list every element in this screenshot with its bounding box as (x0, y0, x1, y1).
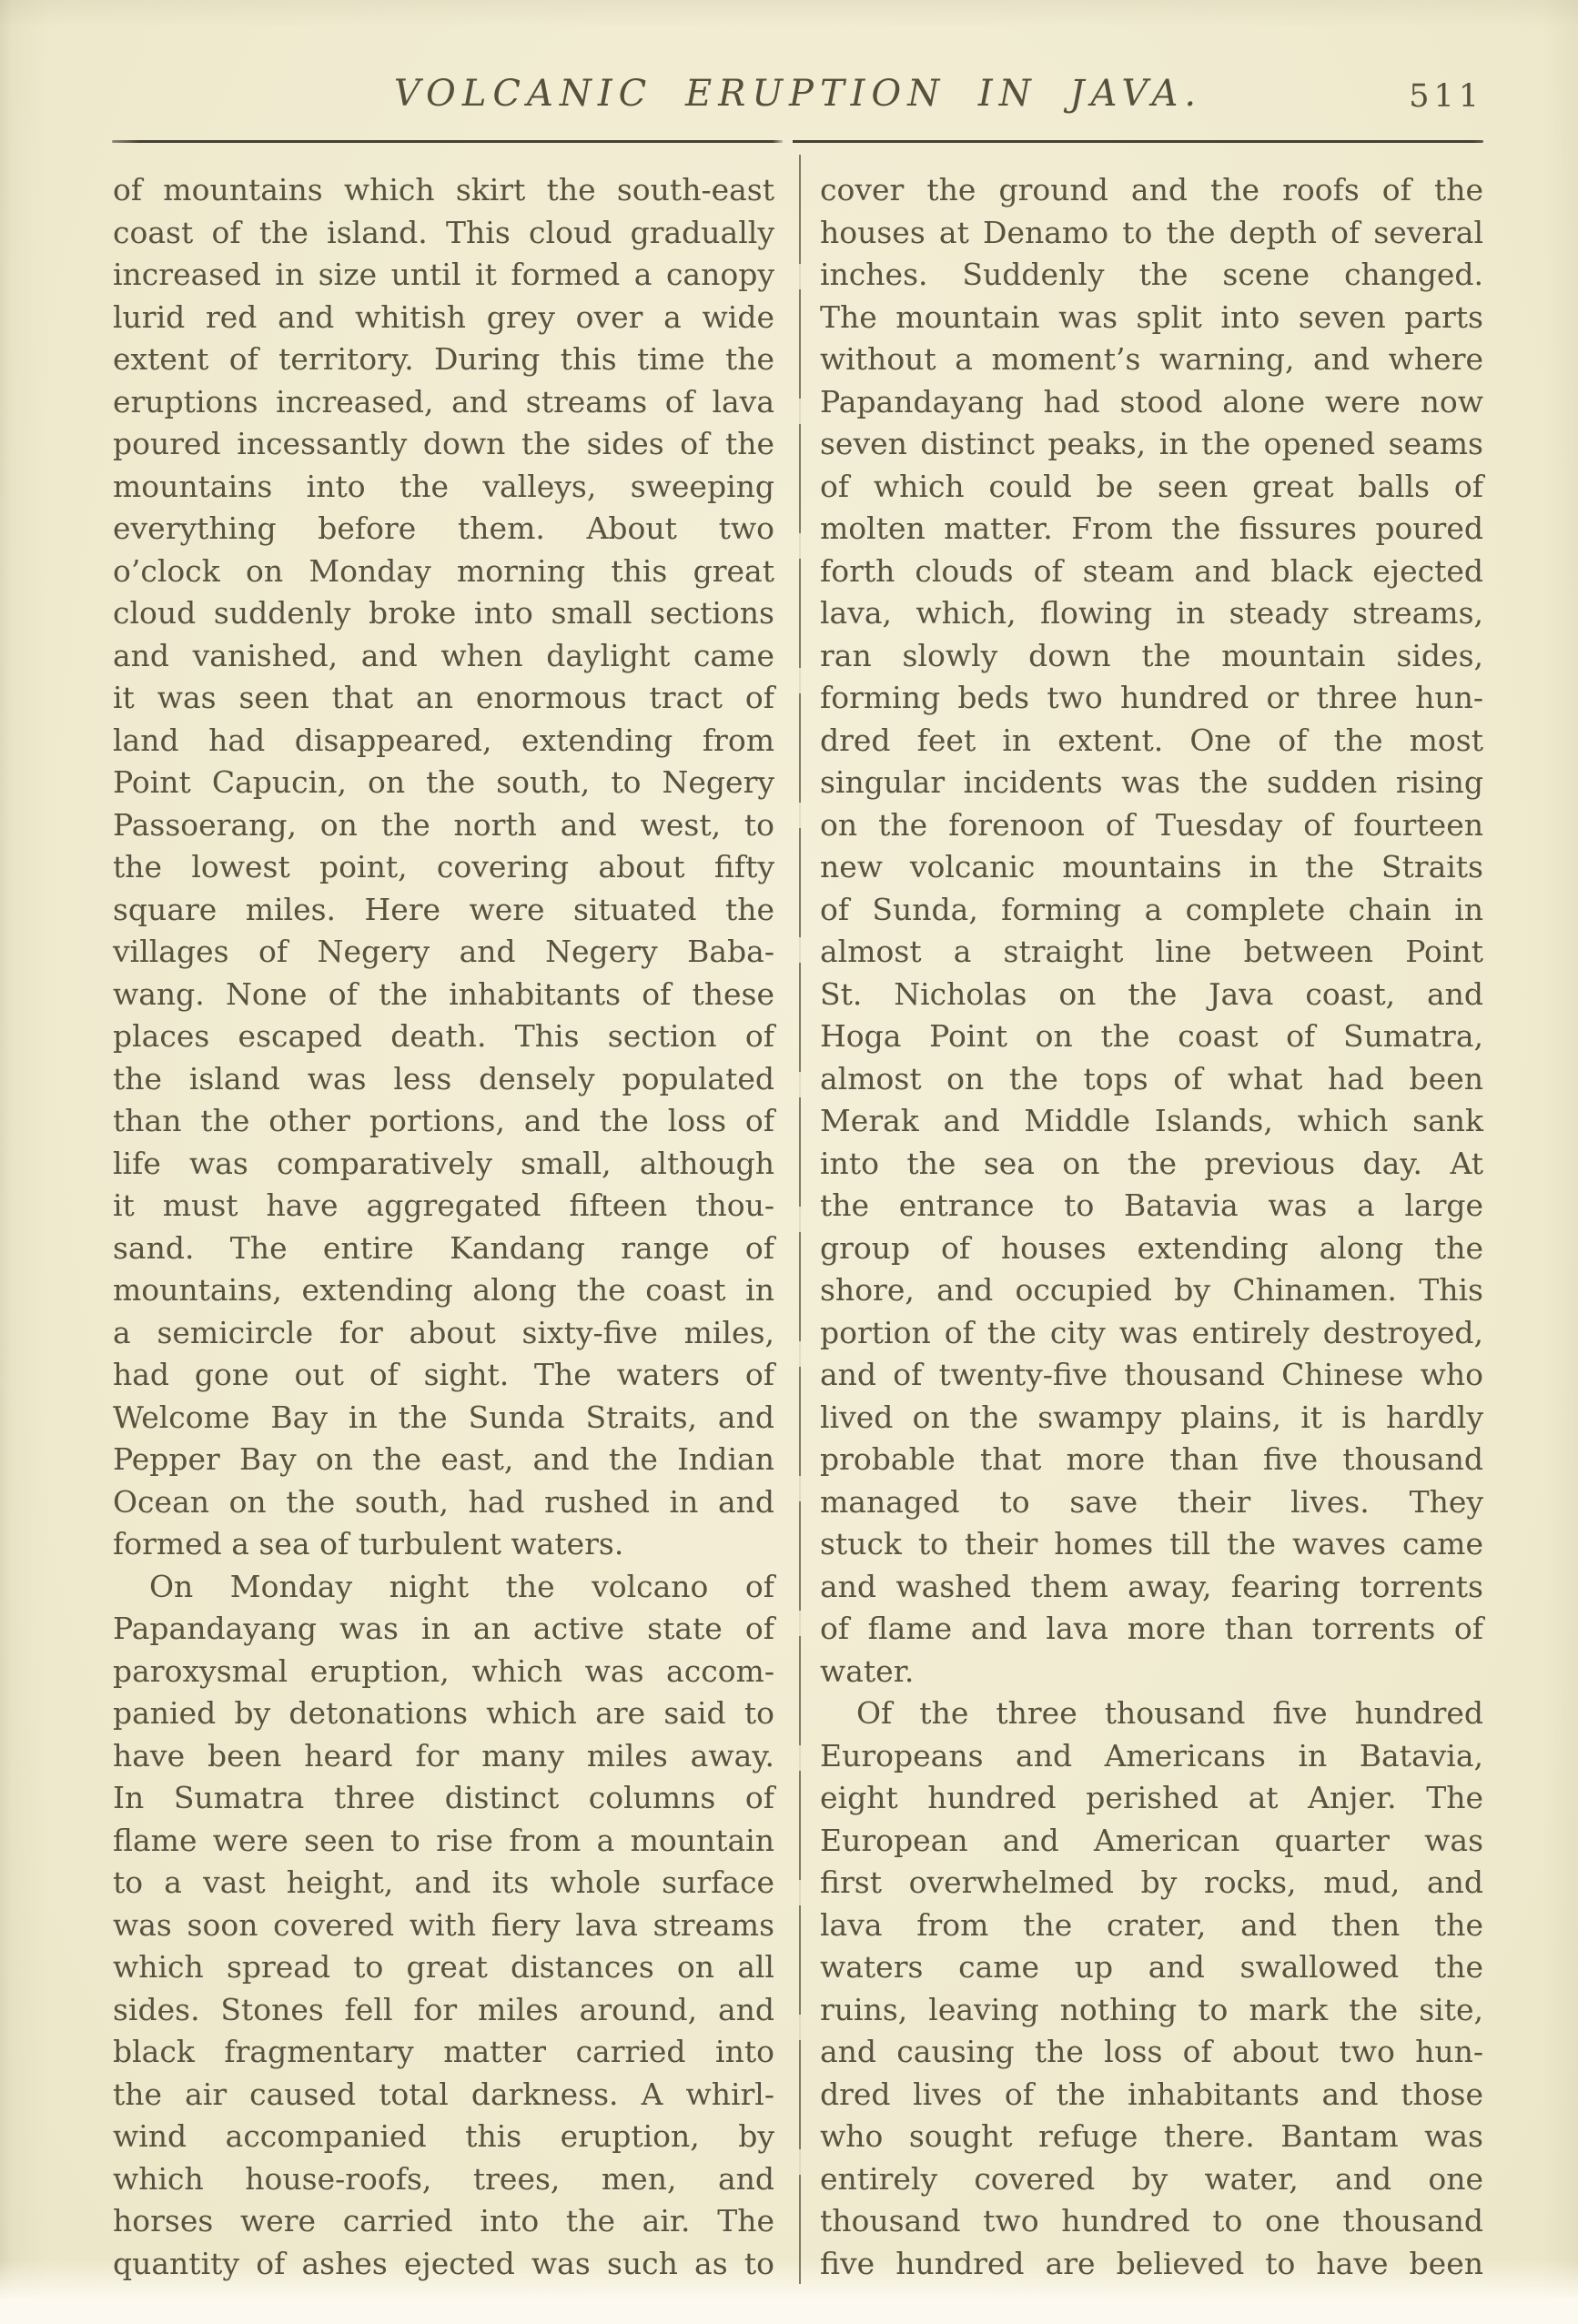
text-line: coast of the island. This cloud gradually (113, 214, 774, 250)
text-line: shore, and occupied by Chinamen. This (820, 1272, 1483, 1308)
text-line: mountains into the valleys, sweeping (113, 468, 774, 504)
text-line: singular incidents was the sudden rising (820, 764, 1483, 800)
text-line: Point Capucin, on the south, to Negery (113, 764, 774, 800)
text-line: lava, which, flowing in steady streams, (820, 595, 1483, 631)
text-line: portion of the city was entirely destroyed, (820, 1314, 1483, 1350)
text-line: have been heard for many miles away. (113, 1737, 774, 1773)
text-line: Hoga Point on the coast of Sumatra, (820, 1018, 1483, 1054)
text-line: five hundred are believed to have been (820, 2245, 1483, 2281)
text-line: European and American quarter was (820, 1822, 1483, 1858)
text-line: Papandayang had stood alone were now (820, 383, 1483, 419)
text-line: land had disappeared, extending from (113, 722, 774, 758)
text-column-left (113, 169, 774, 2285)
text-line: cover the ground and the roofs of the (820, 172, 1483, 207)
text-line: life was comparatively small, although (113, 1145, 774, 1181)
text-line: square miles. Here were situated the (113, 891, 774, 927)
text-line: horses were carried into the air. The (113, 2203, 774, 2238)
text-line: managed to save their lives. They (820, 1483, 1483, 1520)
text-line: group of houses extending along the (820, 1229, 1483, 1266)
text-line: formed a sea of turbulent waters. (113, 1526, 624, 1561)
text-line: probable that more than five thousand (820, 1441, 1483, 1477)
text-line: molten matter. From the fissures poured (820, 510, 1483, 546)
text-line: to a vast height, and its whole surface (113, 1864, 774, 1900)
text-line: villages of Negery and Negery Baba- (113, 934, 774, 969)
text-line: thousand two hundred to one thousand (820, 2203, 1483, 2238)
text-line: Of the three thousand five hundred (856, 1695, 1483, 1731)
text-line: was soon covered with fiery lava streams (113, 1906, 774, 1943)
text-line: and vanished, and when daylight came (113, 637, 774, 673)
text-line: first overwhelmed by rocks, mud, and (820, 1864, 1483, 1900)
text-line: flame were seen to rise from a mountain (113, 1822, 774, 1858)
text-line: new volcanic mountains in the Straits (820, 849, 1483, 884)
text-line: poured incessantly down the sides of the (113, 426, 774, 461)
text-line: sides. Stones fell for miles around, and (113, 1991, 774, 2027)
text-line: panied by detonations which are said to (113, 1695, 774, 1731)
page-header-title: VOLCANIC ERUPTION IN JAVA. (393, 73, 1203, 115)
text-line: and causing the loss of about two hun- (820, 2034, 1483, 2069)
text-line: the air caused total darkness. A whirl- (113, 2076, 774, 2112)
text-line: dred feet in extent. One of the most (820, 722, 1483, 758)
text-line: lived on the swampy plains, it is hardly (820, 1399, 1483, 1435)
text-line: inches. Suddenly the scene changed. (820, 257, 1483, 292)
text-line: extent of territory. During this time the (113, 341, 774, 377)
text-line: than the other portions, and the loss of (113, 1103, 774, 1138)
text-line: o’clock on Monday morning this great (113, 552, 774, 589)
text-line: who sought refuge there. Bantam was (820, 2118, 1483, 2154)
text-line: black fragmentary matter carried into (113, 2034, 774, 2069)
page-number: 511 (1409, 78, 1483, 115)
text-line: everything before them. About two (113, 510, 774, 546)
text-line: of flame and lava more than torrents of (820, 1611, 1483, 1646)
text-line: seven distinct peaks, in the opened seams (820, 426, 1483, 461)
header-rule (112, 140, 1483, 143)
text-line: Ocean on the south, had rushed in and (113, 1483, 774, 1520)
text-line: In Sumatra three distinct columns of (113, 1780, 774, 1815)
text-line: Papandayang was in an active state of (113, 1611, 774, 1646)
text-line: Passoerang, on the north and west, to (113, 806, 774, 843)
text-line: Pepper Bay on the east, and the Indian (113, 1441, 774, 1477)
text-line: cloud suddenly broke into small sections (113, 595, 774, 631)
text-line: St. Nicholas on the Java coast, and (820, 975, 1483, 1012)
text-line: increased in size until it formed a canopy (113, 257, 774, 292)
text-line: into the sea on the previous day. At (820, 1145, 1483, 1181)
text-line: Welcome Bay in the Sunda Straits, and (113, 1399, 774, 1435)
text-line: it was seen that an enormous tract of (113, 680, 774, 715)
text-column-right (820, 169, 1483, 2285)
text-line: places escaped death. This section of (113, 1018, 774, 1054)
text-line: paroxysmal eruption, which was accom- (113, 1652, 774, 1689)
text-line: which house-roofs, trees, men, and (113, 2160, 774, 2197)
text-line: the lowest point, covering about fifty (113, 849, 774, 884)
text-line: lurid red and whitish grey over a wide (113, 298, 774, 335)
column-divider (799, 155, 801, 2284)
text-line: quantity of ashes ejected was such as to (113, 2245, 774, 2281)
text-line: wang. None of the inhabitants of these (113, 975, 774, 1012)
text-line: a semicircle for about sixty-five miles, (113, 1314, 774, 1350)
text-line: of which could be seen great balls of (820, 468, 1483, 504)
text-line: water. (820, 1652, 915, 1689)
text-line: On Monday night the volcano of (149, 1568, 774, 1604)
text-line: forth clouds of steam and black ejected (820, 552, 1483, 589)
text-line: sand. The entire Kandang range of (113, 1229, 774, 1266)
text-line: ran slowly down the mountain sides, (820, 637, 1483, 673)
text-line: on the forenoon of Tuesday of fourteen (820, 806, 1483, 843)
text-line: eight hundred perished at Anjer. The (820, 1780, 1483, 1815)
text-line: it must have aggregated fifteen thou- (113, 1187, 774, 1223)
text-line: had gone out of sight. The waters of (113, 1357, 774, 1392)
text-line: stuck to their homes till the waves came (820, 1526, 1483, 1561)
text-line: without a moment’s warning, and where (820, 341, 1483, 377)
text-line: the entrance to Batavia was a large (820, 1187, 1483, 1223)
text-line: forming beds two hundred or three hun- (820, 680, 1483, 715)
text-line: waters came up and swallowed the (820, 1949, 1483, 1985)
text-line: and of twenty-five thousand Chinese who (820, 1357, 1483, 1392)
text-line: which spread to great distances on all (113, 1949, 774, 1985)
text-line: mountains, extending along the coast in (113, 1272, 774, 1308)
text-line: and washed them away, fearing torrents (820, 1568, 1483, 1604)
text-line: almost a straight line between Point (820, 934, 1483, 969)
text-line: entirely covered by water, and one (820, 2160, 1483, 2197)
text-line: of Sunda, forming a complete chain in (820, 891, 1483, 927)
text-line: Merak and Middle Islands, which sank (820, 1103, 1483, 1138)
text-line: wind accompanied this eruption, by (113, 2118, 774, 2154)
text-line: dred lives of the inhabitants and those (820, 2076, 1483, 2112)
text-line: houses at Denamo to the depth of several (820, 214, 1483, 250)
text-line: lava from the crater, and then the (820, 1906, 1483, 1943)
text-line: of mountains which skirt the south-east (113, 172, 774, 207)
text-line: ruins, leaving nothing to mark the site, (820, 1991, 1483, 2027)
text-line: almost on the tops of what had been (820, 1060, 1483, 1096)
text-line: The mountain was split into seven parts (820, 298, 1483, 335)
text-line: eruptions increased, and streams of lava (113, 383, 774, 419)
text-line: Europeans and Americans in Batavia, (820, 1737, 1483, 1773)
text-line: the island was less densely populated (113, 1060, 774, 1096)
